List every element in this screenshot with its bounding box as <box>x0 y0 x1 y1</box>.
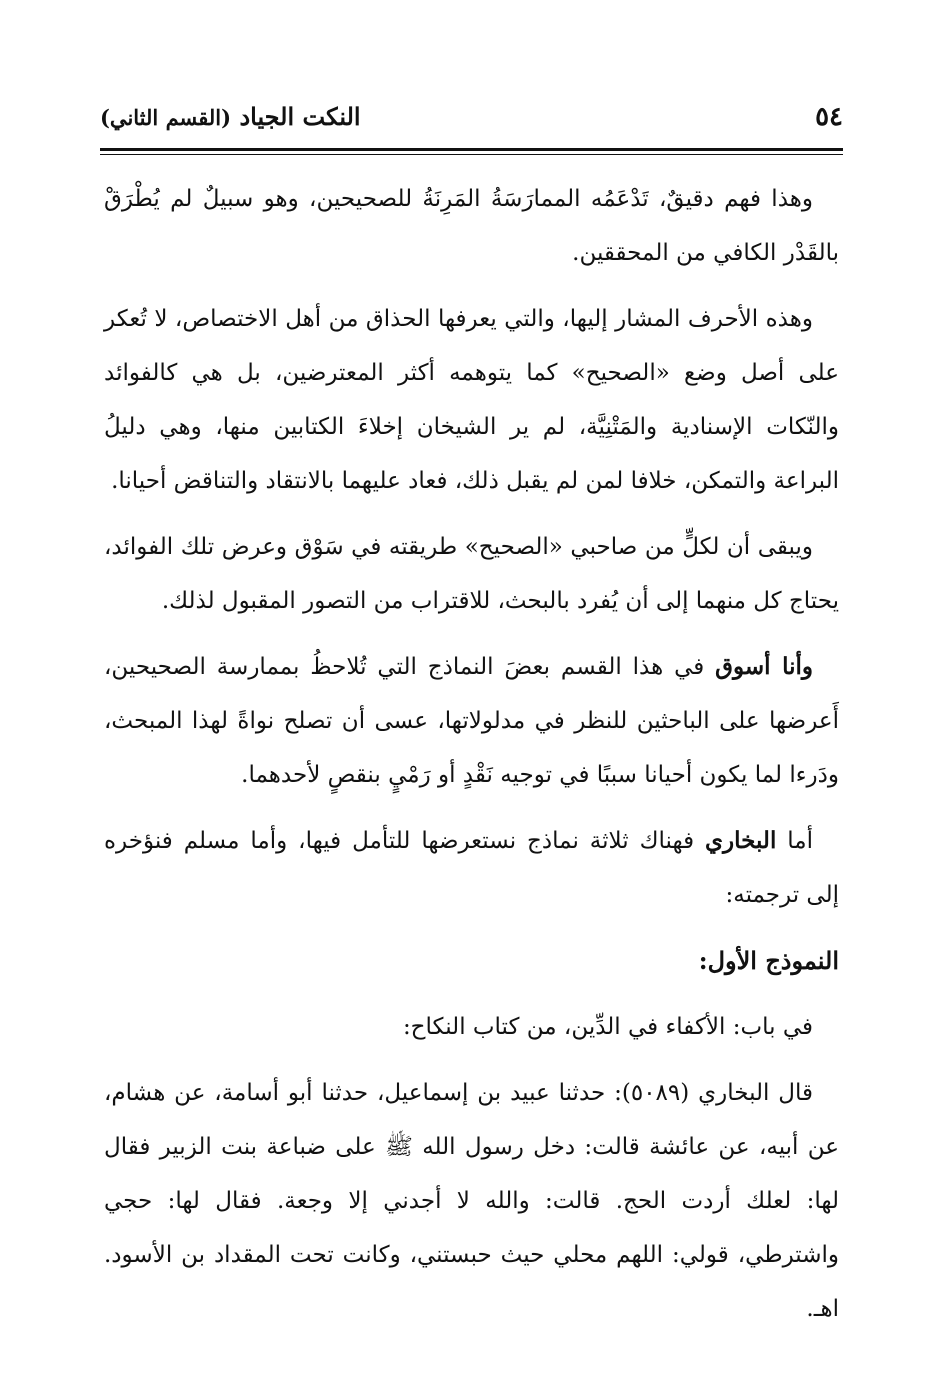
paragraph-5-pre: أما <box>776 828 814 854</box>
header-rule-thin <box>100 154 843 155</box>
section-heading: النموذج الأول: <box>698 946 839 975</box>
book-title-main: النكت الجياد <box>239 102 361 131</box>
paragraph-4 <box>104 640 839 802</box>
paragraph-5-bold: البخاري <box>705 827 777 854</box>
paragraph-4-lead: وأنا أسوق <box>715 653 813 680</box>
paragraph-6: في باب: الأكفاء في الدِّين، من كتاب النكاح: <box>402 1014 813 1040</box>
paragraph-5 <box>104 814 839 922</box>
header-rule-thick <box>100 148 843 151</box>
paragraph-7: قال البخاري (٥٠٨٩): حدثنا عبيد بن إسماعيل، حدثنا أبو أسامة، عن هشام، عن أبيه، عن عائشة قالت: دخل رسول الله ﷺ على ضباعة بنت الزبير فقال لها: لعلك أردت الحج. قالت: والله لا أجدني إلا وجعة. فقال لها: حجي واشترطي، قولي: اللهم محلي حيث حبستني، وكانت تحت المقداد بن الأسود. اهـ. <box>104 1080 839 1322</box>
book-title-part: (القسم الثاني) <box>100 105 232 130</box>
paragraph-3: ويبقى أن لكلٍّ من صاحبي «الصحيح» طريقته في سَوْق وعرض تلك الفوائد، يحتاج كل منهما إلى أن يُفرد بالبحث، للاقتراب من التصور المقبول لذلك. <box>104 534 839 614</box>
body-text <box>104 172 839 1348</box>
book-title <box>100 102 361 131</box>
running-header <box>100 100 843 144</box>
paragraph-5-rest: فهناك ثلاثة نماذج نستعرضها للتأمل فيها، وأما مسلم فنؤخره إلى ترجمته: <box>104 828 839 908</box>
page-number: ٥٤ <box>815 102 843 132</box>
paragraph-4-rest: في هذا القسم بعضَ النماذج التي تُلاحظُ بممارسة الصحيحين، أَعرضها على الباحثين للنظر في مدلولاتها، عسى أن تصلح نواةً لهذا المبحث، ودَرءا لما يكون أحيانا سببًا في توجيه نَقْدٍ أو رَمْيٍ بنقصٍ لأحدهما. <box>104 654 839 788</box>
paragraph-2: وهذه الأحرف المشار إليها، والتي يعرفها الحذاق من أهل الاختصاص، لا تُعكر على أصل وضع «الصحيح» كما يتوهمه أكثر المعترضين، بل هي كالفوائد والنّكات الإسنادية والمَتْنِيَّة، لم ير الشيخان إخلاءَ الكتابين منها، وهي دليلُ البراعة والتمكن، خلافا لمن لم يقبل ذلك، فعاد عليهما بالانتقاد والتناقض أحيانا. <box>104 306 839 494</box>
paragraph-1: وهذا فهم دقيقٌ، تَدْعَمُه الممارَسَةُ المَرِنَةُ للصحيحين، وهو سبيلٌ لم يُطْرَقْ بالقَدْر الكافي من المحققين. <box>104 186 839 266</box>
